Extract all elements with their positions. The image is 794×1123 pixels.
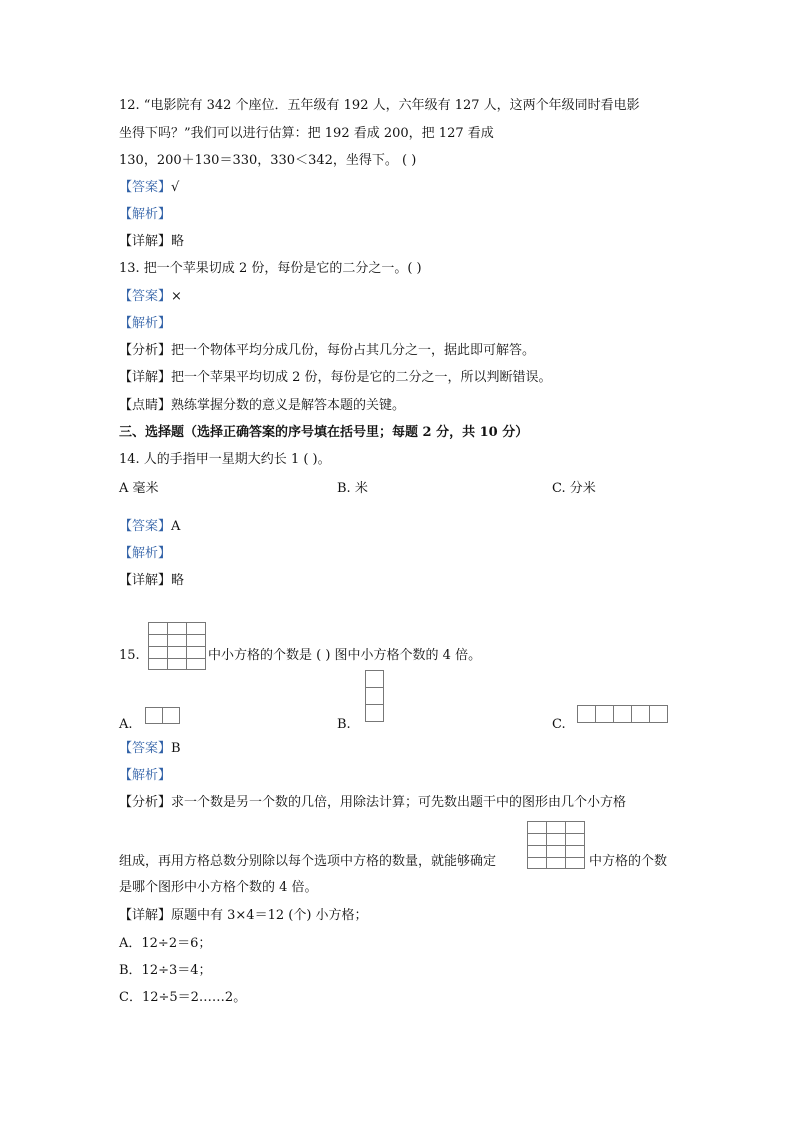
dianjing-text: 熟练掌握分数的意义是解答本题的关键。 <box>171 398 406 413</box>
q15-option-a-label: A. <box>119 717 133 732</box>
q15-question-text: 中小方格的个数是 ( ) 图中小方格个数的 4 倍。 <box>208 648 482 663</box>
q15-calc-a: A．12÷2＝6； <box>119 936 212 951</box>
answer-value: B <box>171 741 181 756</box>
q13-analysis-tag: 【解析】 <box>119 316 172 331</box>
q14-analysis-tag: 【解析】 <box>119 546 172 561</box>
q14-question: 14. 人的手指甲一星期大约长 1 ( )。 <box>119 452 331 467</box>
q15-number: 15. <box>119 648 140 663</box>
answer-value: √ <box>171 180 180 195</box>
fenxi-text: 求一个数是另一个数的几倍，用除法计算；可先数出题干中的图形由几个小方格 <box>171 795 627 810</box>
q13-question: 13. 把一个苹果切成 2 份，每份是它的二分之一。( ) <box>119 261 422 276</box>
q12-detail <box>119 232 184 252</box>
detail-text: 略 <box>171 573 185 588</box>
answer-tag: 【答案】 <box>119 519 172 534</box>
fenxi-text: 把一个物体平均分成几份，每份占其几分之一，据此即可解答。 <box>171 343 536 358</box>
q15-option-b-label: B. <box>337 717 351 732</box>
q15-answer <box>119 739 181 759</box>
section-heading: 三、选择题（选择正确答案的序号填在括号里；每题 2 分，共 10 分） <box>119 425 529 440</box>
q12-line3: 130，200＋130＝330，330＜342，坐得下。 ( ) <box>119 153 417 168</box>
q15-option-b-grid <box>365 670 384 722</box>
q12-analysis-tag: 【解析】 <box>119 207 172 222</box>
q13-fenxi <box>119 341 535 361</box>
q14-detail <box>119 571 184 591</box>
answer-tag: 【答案】 <box>119 741 172 756</box>
detail-tag: 【详解】 <box>119 573 172 588</box>
q12-line1: 12. “电影院有 342 个座位．五年级有 192 人，六年级有 127 人，这两个年级同时看电影 <box>119 98 640 113</box>
q14-option-a: A 毫米 <box>119 481 159 496</box>
q13-answer <box>119 287 182 307</box>
q15-calc-c: C．12÷5＝2……2。 <box>119 990 247 1005</box>
q14-answer <box>119 517 180 537</box>
detail-tag: 【详解】 <box>119 908 172 923</box>
q15-main-grid <box>148 622 206 670</box>
detail-text: 原题中有 3×4＝12 (个) 小方格； <box>171 908 368 923</box>
dianjing-tag: 【点睛】 <box>119 398 172 413</box>
detail-tag: 【详解】 <box>119 234 172 249</box>
detail-text: 把一个苹果平均切成 2 份，每份是它的二分之一，所以判断错误。 <box>171 370 552 385</box>
q15-calc-b: B．12÷3＝4； <box>119 963 212 978</box>
q15-inline-grid <box>527 821 585 869</box>
q15-fenxi-line2b: 中方格的个数 <box>589 854 668 869</box>
q14-option-c: C. 分米 <box>552 481 596 496</box>
q15-option-c-grid <box>577 705 668 723</box>
fenxi-tag: 【分析】 <box>119 343 172 358</box>
q12-line2: 坐得下吗？”我们可以进行估算：把 192 看成 200，把 127 看成 <box>119 126 494 141</box>
q15-fenxi-line1 <box>119 793 626 813</box>
q12-answer <box>119 178 179 198</box>
answer-value: A <box>171 519 181 534</box>
answer-value: × <box>171 289 182 304</box>
answer-tag: 【答案】 <box>119 180 172 195</box>
q14-option-b: B. 米 <box>337 481 368 496</box>
q15-detail <box>119 906 368 926</box>
q15-option-c-label: C. <box>552 717 566 732</box>
q15-option-a-grid <box>145 707 180 724</box>
answer-tag: 【答案】 <box>119 289 172 304</box>
q15-fenxi-line2a: 组成，再用方格总数分别除以每个选项中方格的数量，就能够确定 <box>119 854 497 869</box>
q13-detail <box>119 368 552 388</box>
detail-text: 略 <box>171 234 185 249</box>
detail-tag: 【详解】 <box>119 370 172 385</box>
q15-fenxi-line3: 是哪个图形中小方格个数的 4 倍。 <box>119 880 318 895</box>
q15-analysis-tag: 【解析】 <box>119 768 172 783</box>
fenxi-tag: 【分析】 <box>119 795 172 810</box>
q13-dianjing <box>119 396 405 416</box>
